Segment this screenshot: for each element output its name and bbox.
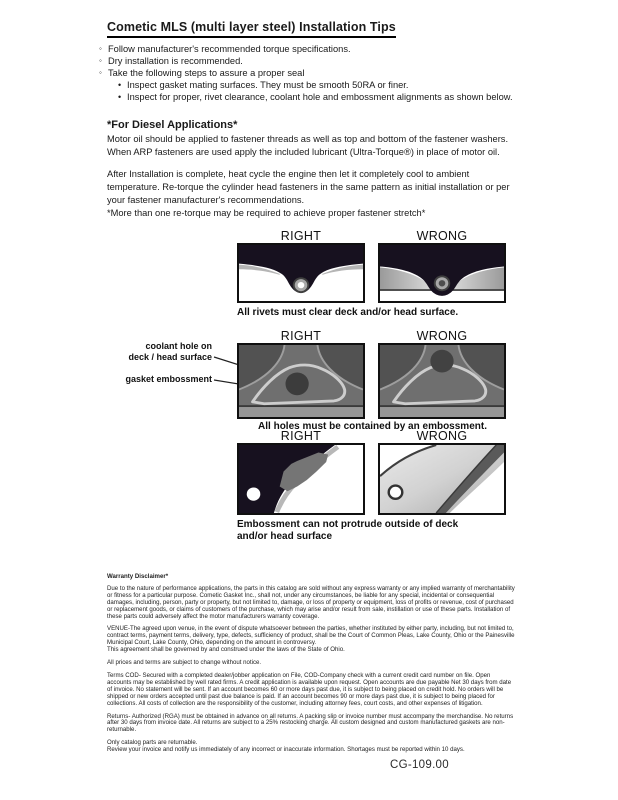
list-item-text: Inspect gasket mating surfaces. They must be smooth 50RA or finer. [127, 80, 409, 90]
list-sub-item [118, 91, 519, 103]
diagram-rivet-right [237, 243, 365, 303]
embossment-protrude-illustration [380, 445, 504, 513]
wrong-label: WRONG [416, 329, 468, 343]
rivet-interfere-illustration [380, 245, 504, 301]
diagram-hole-wrong [378, 343, 506, 419]
review-invoice-line: Review your invoice and notify us immediately of any incorrect or inaccurate information. Shortages must be reported within 10 days. [107, 746, 465, 754]
warranty-paragraph: Due to the nature of performance applications, the parts in this catalog are sold without any express warranty or any implied warranty of merchantability or fitness for a particular purpose. Cometic Gasket Inc., shall not, under any circumstances, be liable for any special, incidental or consequential damages, including, person, party or property, but not limited to, damage, or loss of property or equipment, loss of profits or revenue, cost of purchased or replacement goods, or claims of customers of the purchase, which may arise and/or result from sale, instillation or use of these parts. Installation of these parts could adversely affect the motor manufacturers warranty coverage. [107, 584, 515, 620]
right-label: RIGHT [280, 229, 322, 243]
installation-tips-list [99, 43, 519, 103]
list-item-text: Inspect for proper, rivet clearance, coolant hole and embossment alignments as shown below. [127, 92, 513, 102]
wrong-label: WRONG [416, 229, 468, 243]
diagram-edge-wrong [378, 443, 506, 515]
warranty-heading: Warranty Disclaimer* [107, 573, 169, 580]
row3-caption: Embossment can not protrude outside of deck and/or head surface [237, 519, 459, 542]
circle-bullet-icon: ◦ [99, 56, 102, 65]
list-item-text: Follow manufacturer's recommended torque specifications. [108, 44, 351, 54]
terms-paragraph: Terms COD- Secured with a completed dealer/jobber application on File, COD-Company check with a current credit card number on file. Open accounts may be established by well rated firms. A credit application is available upon request. Open accounts are due payable Net 30 days from date of invoice. No statement will be sent. If an account becomes 60 or more days past due, it is subject to being placed on credit hold. No orders will be shipped or new orders accepted until past due balance is paid. If an account becomes 90 or more days past due, it is subject to being placed for collections. All costs of collection are the responsibility of the customer, including attorney fees, court costs, and other expenses of litigation. [107, 671, 512, 707]
list-sub-item [118, 79, 519, 91]
wrong-label: WRONG [416, 429, 468, 443]
returns-paragraph: Returns- Authorized (RGA) must be obtained in advance on all returns. A packing slip or invoice number must accompany the merchandise. No returns after 30 days from invoice date. All returns are subject to a 25% restocking charge. All custom designed and custom manufactured gaskets are non-returnable. [107, 712, 514, 734]
venue-paragraph: VENUE-The agreed upon venue, in the event of dispute whatsoever between the parties, whether instituted by either party, including, but not limited to, contract terms, payment terms, delivery, type, defects, sufficiency of product, shall be the Court of Common Pleas, Lake County, Ohio or the Painesville Municipal Court, Lake County, Ohio, depending on the amount in controversy. [107, 625, 515, 647]
diagram-edge-right [237, 443, 365, 515]
diesel-paragraph-1: Motor oil should be applied to fastener threads as well as top and bottom of the fastener washers. When ARP fasteners are used apply the included lubricant (Ultra-Torque®) in place of motor oil. [107, 134, 509, 157]
list-item [99, 43, 519, 55]
right-label: RIGHT [280, 329, 322, 343]
hole-outside-illustration [380, 345, 504, 417]
prices-line: All prices and terms are subject to change without notice. [107, 659, 262, 667]
diesel-paragraph-3: *More than one re-torque may be required to achieve proper fastener stretch* [107, 208, 426, 218]
dot-bullet-icon: • [118, 92, 122, 102]
warranty-disclaimer [107, 574, 516, 754]
list-item-text: Take the following steps to assure a proper seal [108, 68, 305, 78]
circle-bullet-icon: ◦ [99, 68, 102, 77]
diagram-rivet-wrong [378, 243, 506, 303]
page-code: CG-109.00 [390, 759, 449, 771]
embossment-inside-illustration [239, 445, 363, 513]
list-item-text: Dry installation is recommended. [108, 56, 243, 66]
diesel-paragraph-2: After Installation is complete, heat cycle the engine then let it completely cool to ambient temperature. Re-torque the cylinder head fasteners in the same pattern as initial installation or per your fastener manufacturer's recommendations. [107, 169, 510, 205]
row1-caption: All rivets must clear deck and/or head surface. [237, 307, 459, 318]
page-title: Cometic MLS (multi layer steel) Installation Tips [107, 20, 396, 38]
hole-contained-illustration [239, 345, 363, 417]
gasket-embossment-label: gasket embossment [125, 374, 212, 384]
circle-bullet-icon: ◦ [99, 44, 102, 53]
right-label: RIGHT [280, 429, 322, 443]
rivet-clear-illustration [239, 245, 363, 301]
row2-caption: All holes must be contained by an embossment. [258, 421, 487, 432]
list-item [99, 55, 519, 67]
agreement-line: This agreement shall be governed by and construed under the laws of the State of Ohio. [107, 646, 345, 654]
dot-bullet-icon: • [118, 80, 122, 90]
diesel-heading: *For Diesel Applications* [107, 119, 238, 131]
diagram-hole-right [237, 343, 365, 419]
catalog-parts-line: Only catalog parts are returnable. [107, 739, 198, 747]
list-item [99, 67, 519, 79]
coolant-hole-label: coolant hole on deck / head surface [128, 341, 212, 362]
